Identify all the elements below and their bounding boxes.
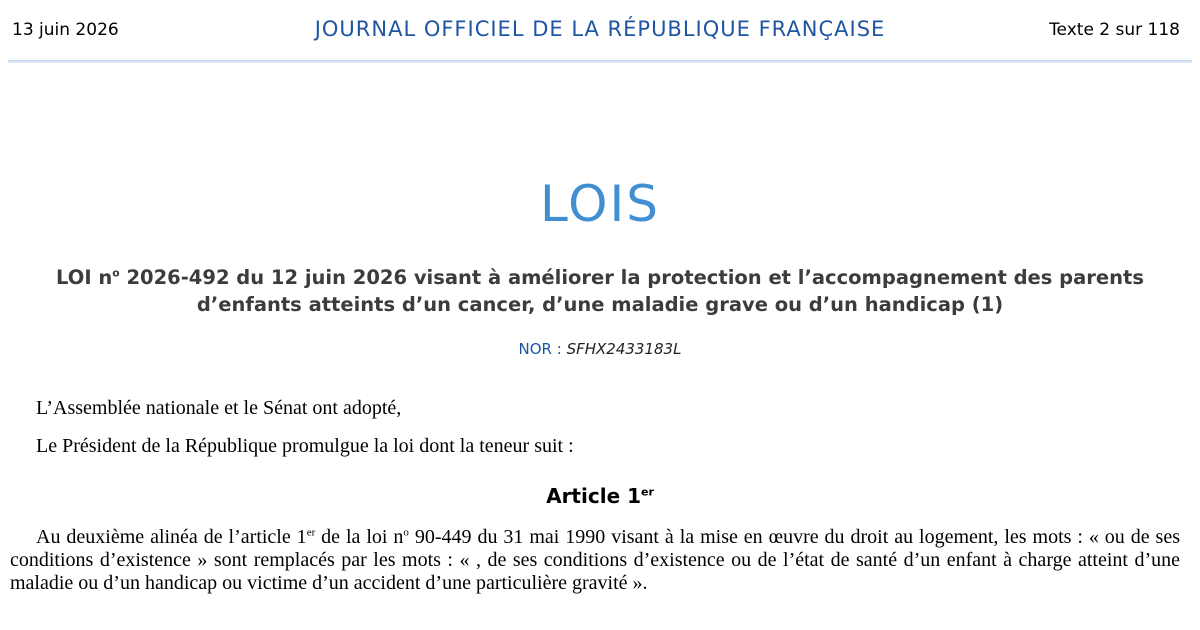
- page-header: [0, 0, 1200, 62]
- nor-code: SFHX2433183L: [566, 340, 682, 358]
- preamble-adopted: L’Assemblée nationale et le Sénat ont adopté,: [36, 397, 402, 419]
- article-text-part-c: 90-449 du 31 mai 1990 visant à la mise en œuvre du droit au logement, les mots : « ou de ses conditions d’existence » sont remplacés par les mots : « , de ses conditions d’existence ou de l’état de santé d’un enfant à charge atteint d’une maladie ou d’un handicap ou victime d’un accident d’une particulière gravité ».: [10, 526, 1180, 594]
- article-heading: [0, 484, 1200, 508]
- article-text-part-a: Au deuxième alinéa de l’article 1: [36, 526, 307, 548]
- law-title-prefix: LOI n: [56, 266, 113, 289]
- nor-reference: [0, 340, 1200, 358]
- journal-title: JOURNAL OFFICIEL DE LA RÉPUBLIQUE FRANÇAISE: [314, 17, 886, 41]
- article-text-sup-a: er: [306, 526, 316, 539]
- article-heading-superscript: er: [641, 485, 654, 499]
- law-title: [40, 264, 1160, 318]
- preamble-promulgation: Le Président de la République promulgue la loi dont la teneur suit :: [36, 435, 574, 457]
- text-position: Texte 2 sur 118: [1049, 20, 1180, 40]
- law-title-superscript: o: [112, 266, 120, 280]
- publication-date: 13 juin 2026: [12, 20, 119, 40]
- article-body: [10, 526, 1180, 595]
- article-text-part-b: de la loi n: [315, 526, 404, 548]
- header-divider: [8, 60, 1192, 63]
- section-title: LOIS: [540, 175, 660, 233]
- nor-label: NOR :: [518, 340, 567, 358]
- article-text-sup-b: o: [403, 526, 409, 539]
- law-title-text: 2026-492 du 12 juin 2026 visant à améliorer la protection et l’accompagnement des parents d’enfants atteints d’un cancer, d’une maladie grave ou d’un handicap (1): [119, 266, 1144, 316]
- article-heading-label: Article 1: [546, 484, 642, 508]
